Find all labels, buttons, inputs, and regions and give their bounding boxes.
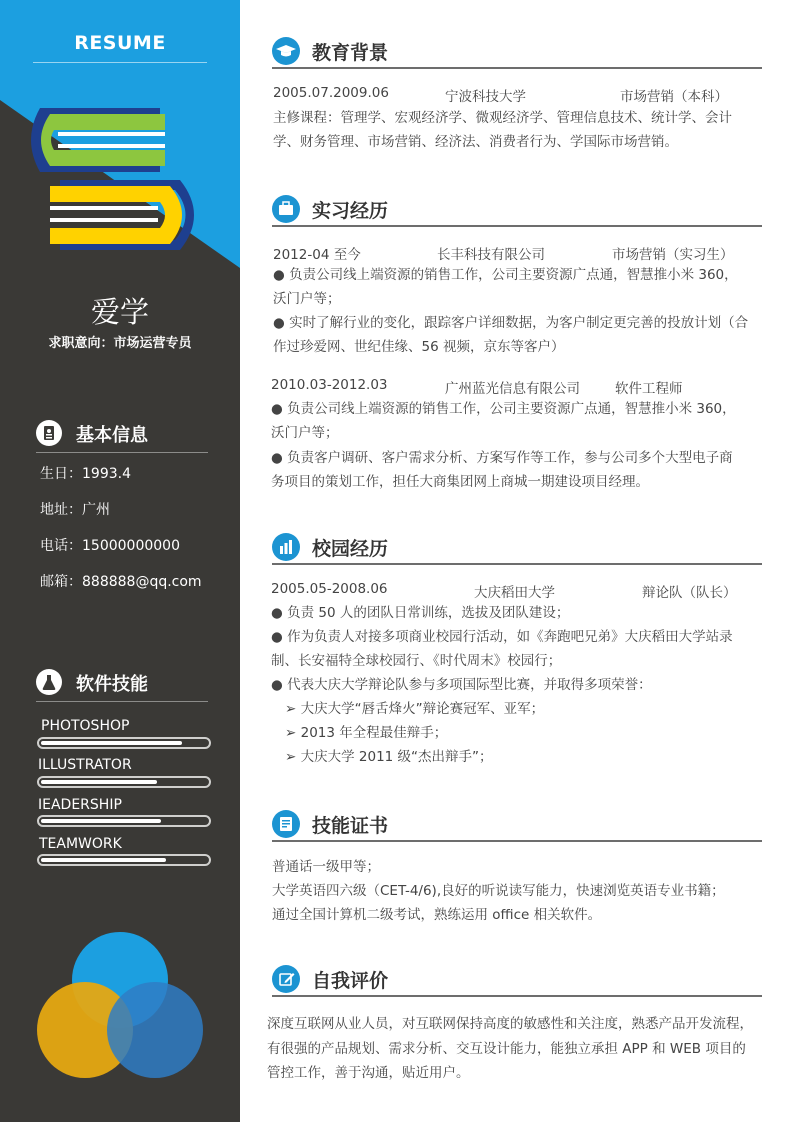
cert-line: 通过全国计算机二级考试，熟练运用 office 相关软件。 — [272, 907, 602, 923]
briefcase-icon — [272, 195, 300, 223]
job-role: 市场营销（实习生） — [612, 247, 734, 263]
job-bullet-line: 作过珍爱网、世纪佳缘、56 视频，京东等客户） — [273, 339, 565, 355]
self-line: 管控工作，善于沟通，贴近用户。 — [267, 1065, 470, 1081]
graduation-cap-icon — [272, 37, 300, 65]
education-heading — [272, 37, 762, 69]
decorative-circles — [30, 925, 210, 1085]
education-period: 2005.07.2009.06 — [273, 85, 389, 101]
certs-title: 技能证书 — [312, 815, 389, 837]
resume-label: RESUME — [74, 32, 166, 54]
job-company: 广州蓝光信息有限公司 — [445, 381, 580, 397]
campus-bullet-line: ● 代表大庆大学辩论队参与多项国际型比赛，并取得多项荣誉： — [271, 677, 652, 693]
self-heading — [272, 965, 762, 997]
skill-name: TEAMWORK — [39, 836, 122, 852]
certificate-icon — [272, 810, 300, 838]
job-bullet-line: 沃门户等； — [273, 291, 341, 307]
skill-name: PHOTOSHOP — [41, 718, 130, 734]
campus-school: 大庆稻田大学 — [474, 585, 555, 601]
campus-sub-item: ➢ 2013 年全程最佳辩手； — [285, 725, 448, 741]
skill-name: IEADERSHIP — [38, 797, 122, 813]
job-company: 长丰科技有限公司 — [437, 247, 545, 263]
skills-title: 软件技能 — [76, 674, 148, 695]
info-phone: 电话：15000000000 — [40, 538, 180, 554]
profile-card-icon — [36, 420, 62, 446]
info-address: 地址：广州 — [40, 502, 110, 518]
skills-heading — [36, 667, 208, 702]
campus-title: 校园经历 — [312, 538, 389, 560]
education-major: 市场营销（本科） — [620, 89, 728, 105]
job-intent: 求职意向：市场运营专员 — [48, 336, 192, 351]
skill-fill — [41, 858, 166, 862]
campus-sub-item: ➢ 大庆大学 2011 级“杰出辩手”； — [285, 749, 493, 765]
candidate-name: 爱学 — [90, 295, 149, 329]
certs-heading — [272, 810, 762, 842]
skill-bar — [37, 776, 211, 788]
skill-bar — [37, 737, 211, 749]
flask-icon — [36, 669, 62, 695]
basic-info-title: 基本信息 — [76, 425, 148, 446]
skill-fill — [41, 741, 182, 745]
campus-heading — [272, 533, 762, 565]
education-courses-line: 主修课程：管理学、宏观经济学、微观经济学、管理信息技术、统计学、会计 — [273, 110, 732, 126]
basic-info-heading — [36, 418, 208, 453]
resume-divider — [33, 62, 207, 63]
campus-bullet-line: ● 负责 50 人的团队日常训练，选拔及团队建设； — [271, 605, 570, 621]
internship-title: 实习经历 — [312, 200, 389, 222]
skill-bar — [37, 854, 211, 866]
cert-line: 大学英语四六级（CET-4/6),良好的听说读写能力，快速浏览英语专业书籍； — [272, 883, 725, 899]
education-courses-line: 学、财务管理、市场营销、经济法、消费者行为、学国际市场营销。 — [273, 134, 678, 150]
self-line: 有很强的产品规划、需求分析、交互设计能力，能独立承担 APP 和 WEB 项目的 — [267, 1041, 746, 1057]
building-icon — [272, 533, 300, 561]
internship-heading — [272, 195, 762, 227]
education-school: 宁波科技大学 — [445, 89, 526, 105]
job-period: 2010.03-2012.03 — [271, 377, 388, 393]
job-bullet-line: ● 负责公司线上端资源的销售工作，公司主要资源广点通，智慧推小米 360， — [273, 267, 738, 283]
self-line: 深度互联网从业人员，对互联网保持高度的敏感性和关注度，熟悉产品开发流程， — [267, 1016, 753, 1032]
job-bullet-line: 务项目的策划工作，担任大商集团网上商城一期建设项目经理。 — [271, 474, 649, 490]
info-email: 邮箱：888888@qq.com — [40, 574, 202, 590]
job-bullet-line: ● 负责客户调研、客户需求分析、方案写作等工作，参与公司多个大型电子商 — [271, 450, 733, 466]
self-title: 自我评价 — [312, 970, 389, 992]
job-period: 2012-04 至今 — [273, 247, 361, 263]
books-logo-icon — [20, 100, 220, 270]
campus-role: 辩论队（队长） — [642, 585, 737, 601]
skill-fill — [41, 819, 161, 823]
skill-bar — [37, 815, 211, 827]
skill-fill — [41, 780, 157, 784]
job-bullet-line: ● 实时了解行业的变化，跟踪客户详细数据，为客户制定更完善的投放计划（合 — [273, 315, 749, 331]
campus-sub-item: ➢ 大庆大学“唇舌烽火”辩论赛冠军、亚军； — [285, 701, 545, 717]
info-birthday: 生日：1993.4 — [40, 466, 131, 482]
cert-line: 普通话一级甲等； — [272, 859, 380, 875]
skill-name: ILLUSTRATOR — [38, 757, 132, 773]
job-bullet-line: 沃门户等； — [271, 425, 339, 441]
sidebar — [0, 0, 240, 1122]
campus-bullet-line: 制、长安福特全球校园行、《时代周末》校园行； — [271, 653, 562, 669]
edit-icon — [272, 965, 300, 993]
campus-period: 2005.05-2008.06 — [271, 581, 388, 597]
campus-bullet-line: ● 作为负责人对接多项商业校园行活动，如《奔跑吧兄弟》大庆稻田大学站录 — [271, 629, 733, 645]
job-role: 软件工程师 — [615, 381, 683, 397]
job-bullet-line: ● 负责公司线上端资源的销售工作，公司主要资源广点通，智慧推小米 360， — [271, 401, 736, 417]
education-title: 教育背景 — [312, 42, 389, 64]
